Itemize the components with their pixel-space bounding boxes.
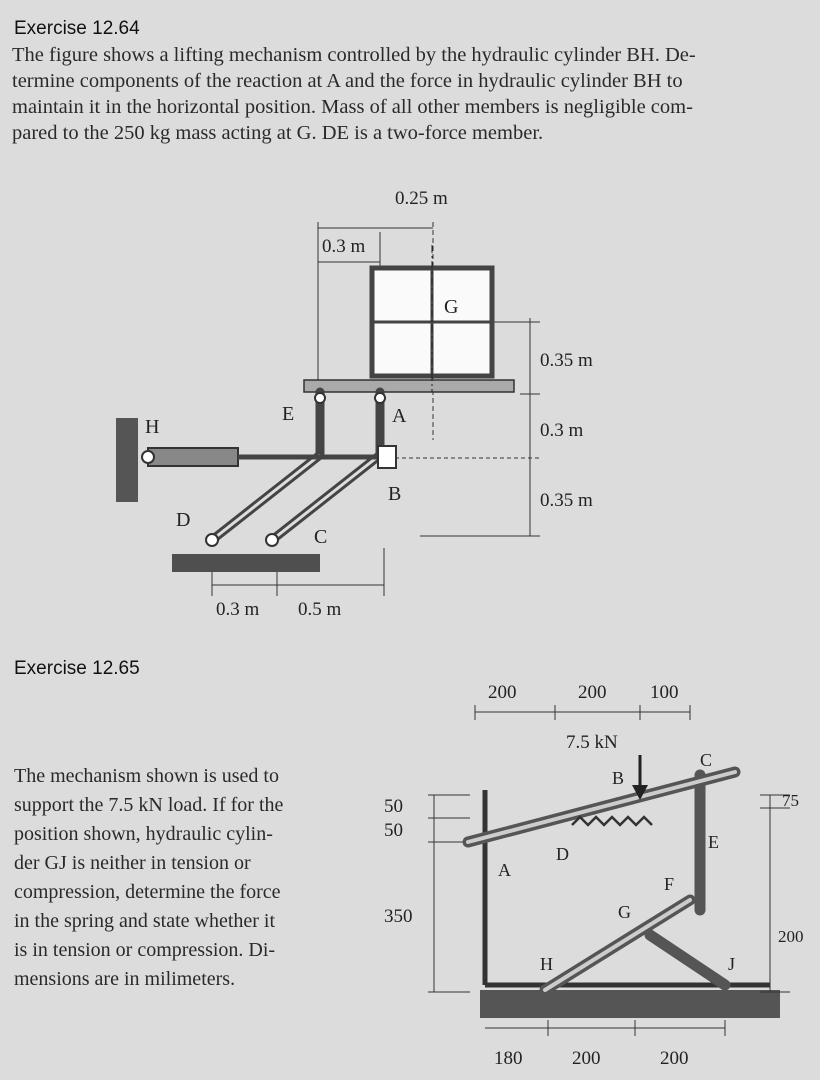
exercise-12-65-title: Exercise 12.65 bbox=[14, 658, 140, 679]
label-c-2: C bbox=[700, 750, 713, 770]
label-f-2: F bbox=[664, 874, 675, 894]
dim-r3-label: 0.35 m bbox=[540, 490, 593, 511]
dim-r2-label: 0.3 m bbox=[540, 420, 584, 441]
label-c: C bbox=[314, 526, 328, 548]
dim-r1-label: 0.35 m bbox=[540, 350, 593, 371]
dim-top-label: 0.25 m bbox=[395, 188, 448, 209]
label-b-2: B bbox=[612, 768, 625, 788]
members-2 bbox=[468, 772, 735, 990]
dim-left-2: 50 bbox=[384, 820, 403, 841]
dim-top-2: 200 bbox=[578, 682, 607, 703]
label-d: D bbox=[176, 509, 191, 531]
dim-left-label: 0.3 m bbox=[322, 236, 366, 257]
label-d-2: D bbox=[556, 844, 569, 864]
label-a: A bbox=[392, 405, 407, 427]
label-j-2: J bbox=[728, 954, 736, 974]
label-g: G bbox=[444, 296, 459, 318]
statement-line: The mechanism shown is used to bbox=[14, 765, 279, 787]
statement-line: in the spring and state whether it bbox=[14, 910, 276, 932]
statement-line: termine components of the reaction at A and the force in hydraulic cylinder BH to bbox=[12, 70, 683, 92]
statement-line: mensions are in milimeters. bbox=[14, 968, 236, 990]
spring bbox=[572, 817, 652, 825]
dim-left-3: 350 bbox=[384, 906, 413, 927]
dim-top-1: 200 bbox=[488, 682, 517, 703]
dim-right-1: 75 bbox=[782, 791, 799, 810]
dim-left-1: 50 bbox=[384, 796, 403, 817]
statement-line: der GJ is neither in tension or bbox=[14, 852, 251, 874]
statement-line: support the 7.5 kN load. If for the bbox=[14, 794, 284, 816]
statement-line: pared to the 250 kg mass acting at G. DE is a two-force member. bbox=[12, 122, 544, 144]
dim-bottom-2: 200 bbox=[572, 1048, 601, 1069]
dim-bottom-1: 180 bbox=[494, 1048, 523, 1069]
exercise-12-64-title: Exercise 12.64 bbox=[14, 18, 140, 39]
base-support bbox=[480, 990, 780, 1018]
label-a-2: A bbox=[498, 860, 511, 880]
dim-b1-label: 0.3 m bbox=[216, 599, 260, 620]
statement-line: compression, determine the force bbox=[14, 881, 281, 903]
statement-line: position shown, hydraulic cylin- bbox=[14, 823, 273, 845]
statement-line: maintain it in the horizontal position. Mass of all other members is negligible com- bbox=[12, 96, 693, 118]
label-b: B bbox=[388, 483, 402, 505]
dim-top-3: 100 bbox=[650, 682, 679, 703]
label-g-2: G bbox=[618, 902, 631, 922]
statement-line: The figure shows a lifting mechanism controlled by the hydraulic cylinder BH. De- bbox=[12, 44, 696, 66]
dim-bottom-3: 200 bbox=[660, 1048, 689, 1069]
dim-b2-label: 0.5 m bbox=[298, 599, 342, 620]
label-e: E bbox=[282, 403, 295, 425]
label-e-2: E bbox=[708, 832, 719, 852]
dim-right-2: 200 bbox=[778, 927, 804, 946]
load-label: 7.5 kN bbox=[566, 732, 618, 753]
label-h: H bbox=[145, 416, 160, 438]
statement-line: is in tension or compression. Di- bbox=[14, 939, 276, 961]
label-h-2: H bbox=[540, 954, 553, 974]
